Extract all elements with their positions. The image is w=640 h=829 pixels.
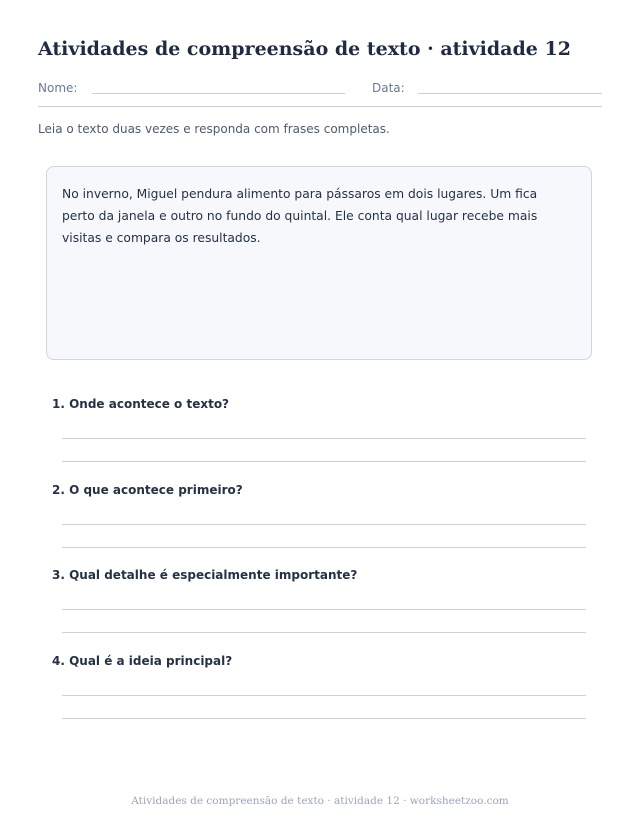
question-4: 4. Qual é a ideia principal?	[52, 654, 233, 668]
name-label: Nome:	[38, 81, 78, 95]
question-1: 1. Onde acontece o texto?	[52, 397, 230, 411]
answer-line-4b[interactable]	[62, 718, 586, 719]
worksheet-title: Atividades de compreensão de texto · atividade 12	[38, 38, 571, 60]
footer: Atividades de compreensão de texto · atividade 12 · worksheetzoo.com	[131, 795, 509, 807]
name-input-line[interactable]	[92, 93, 345, 94]
answer-line-2a[interactable]	[62, 524, 586, 525]
answer-line-4a[interactable]	[62, 695, 586, 696]
answer-line-1a[interactable]	[62, 438, 586, 439]
answer-line-2b[interactable]	[62, 547, 586, 548]
answer-line-1b[interactable]	[62, 461, 586, 462]
header-divider	[38, 106, 602, 107]
answer-line-3b[interactable]	[62, 632, 586, 633]
date-input-line[interactable]	[418, 93, 602, 94]
question-2: 2. O que acontece primeiro?	[52, 483, 243, 497]
date-label: Data:	[372, 81, 405, 95]
question-3: 3. Qual detalhe é especialmente importante?	[52, 568, 358, 582]
instructions: Leia o texto duas vezes e responda com frases completas.	[38, 122, 390, 136]
answer-line-3a[interactable]	[62, 609, 586, 610]
passage-text: No inverno, Miguel pendura alimento para pássaros em dois lugares. Um fica perto da janela e outro no fundo do quintal. Ele conta qual lugar recebe mais visitas e compara os resultados.	[62, 187, 538, 245]
